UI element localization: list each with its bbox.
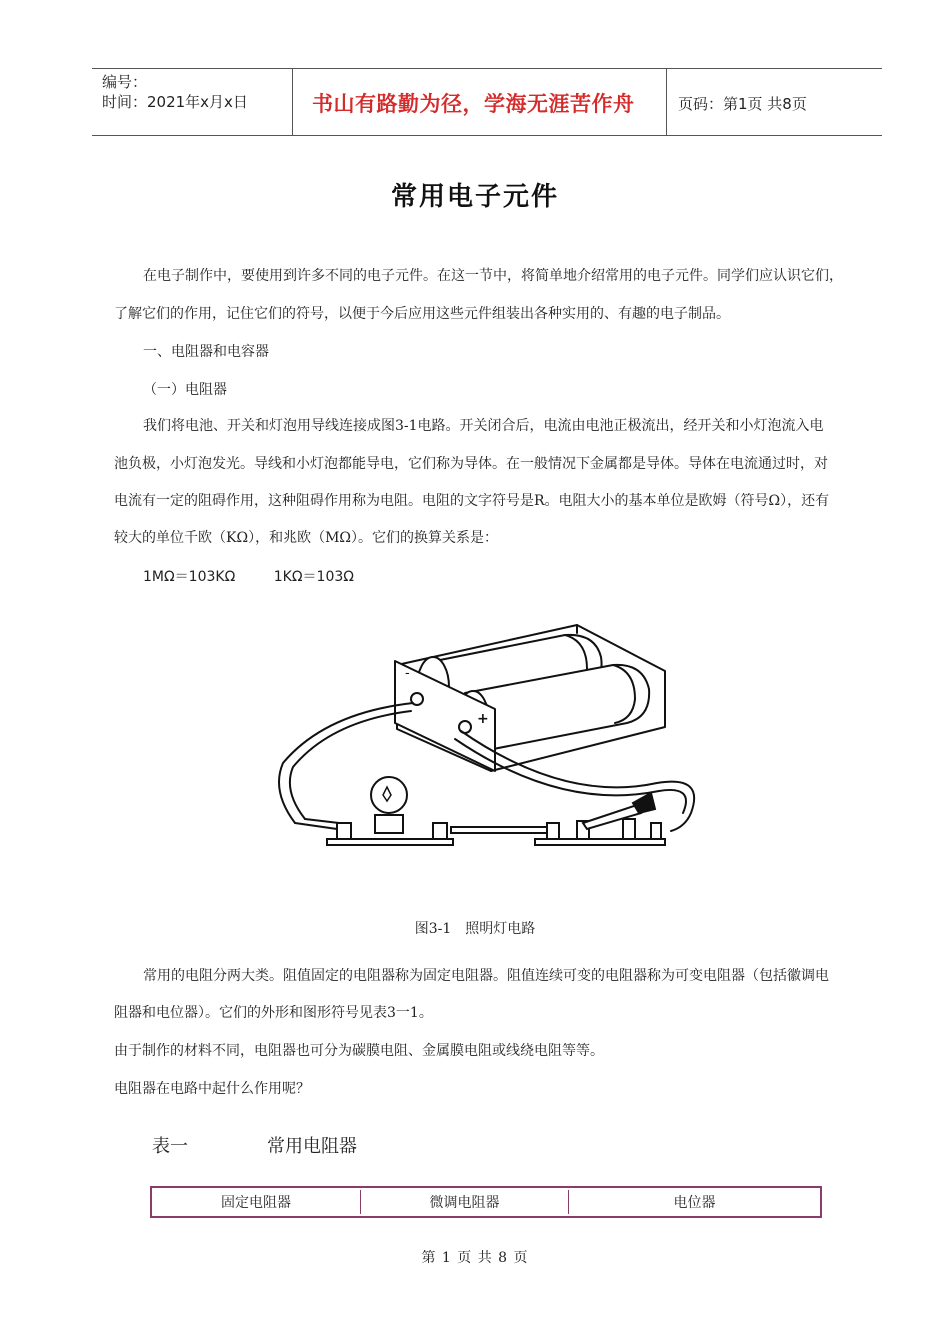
header-time-label: 时间：2021年x月x日 [102, 93, 248, 111]
header-page-info: 页码：第1页 共8页 [678, 95, 807, 113]
table-caption [152, 1132, 357, 1158]
header-divider-right [666, 68, 667, 136]
document-title: 常用电子元件 [390, 182, 559, 212]
resistor-table [150, 1186, 822, 1218]
minus-terminal-label: - [405, 666, 410, 681]
paragraph-intro-line-2: 了解它们的作用，记住它们的符号，以便于今后应用这些元件组装出各种实用的、有趣的电子制品。 [114, 306, 730, 322]
header-meta [102, 72, 248, 112]
header-top-rule [92, 68, 882, 69]
section-heading-1-1: （一）电阻器 [143, 382, 227, 398]
plus-terminal-label: + [477, 711, 489, 727]
figure-caption: 图3-1 照明灯电路 [414, 921, 536, 937]
paragraph-types-line-2: 阻器和电位器）。它们的外形和图形符号见表3一1。 [114, 1005, 433, 1021]
paragraph-circuit-line-3: 电流有一定的阻碍作用，这种阻碍作用称为电阻。电阻的文字符号是R。电阻大小的基本单位是欧姆（符号Ω），还有 [114, 493, 830, 509]
table-number: 表一 [152, 1136, 188, 1157]
paragraph-circuit-line-4: 较大的单位千欧（KΩ），和兆欧（MΩ）。它们的换算关系是： [114, 530, 499, 546]
table-header-potentiometer: 电位器 [673, 1195, 716, 1211]
header-divider-left [292, 68, 293, 136]
section-heading-1: 一、电阻器和电容器 [143, 344, 269, 360]
table-title: 常用电阻器 [267, 1136, 357, 1157]
page-footer: 第 1 页 共 8 页 [421, 1250, 529, 1266]
table-header-fixed-resistor: 固定电阻器 [152, 1190, 361, 1214]
table-header-trim-resistor: 微调电阻器 [361, 1190, 569, 1214]
header-motto: 书山有路勤为径，学海无涯苦作舟 [312, 92, 635, 116]
unit-conversion-formulas [143, 566, 388, 586]
paragraph-intro-line-1: 在电子制作中，要使用到许多不同的电子元件。在这一节中，将简单地介绍常用的电子元件。同学们应认识它们， [143, 268, 843, 284]
paragraph-circuit-line-1: 我们将电池、开关和灯泡用导线连接成图3-1电路。开关闭合后，电流由电池正极流出，经开关和小灯泡流入电 [143, 418, 824, 434]
header-bottom-rule [92, 135, 882, 136]
formula-megaohm: 1MΩ＝103KΩ [143, 569, 236, 585]
paragraph-question: 电阻器在电路中起什么作用呢？ [114, 1081, 310, 1097]
formula-kiloohm: 1KΩ＝103Ω [273, 569, 354, 585]
paragraph-types-line-1: 常用的电阻分两大类。阻值固定的电阻器称为固定电阻器。阻值连续可变的电阻器称为可变电阻器（包括徽调电 [143, 968, 829, 984]
paragraph-materials: 由于制作的材料不同，电阻器也可分为碳膜电阻、金属膜电阻或线绕电阻等等。 [114, 1043, 604, 1059]
paragraph-circuit-line-2: 池负极，小灯泡发光。导线和小灯泡都能导电，它们称为导体。在一般情况下金属都是导体。导体在电流通过时，对 [114, 456, 828, 472]
circuit-illustration [265, 613, 709, 858]
header-number-label: 编号： [102, 73, 148, 91]
